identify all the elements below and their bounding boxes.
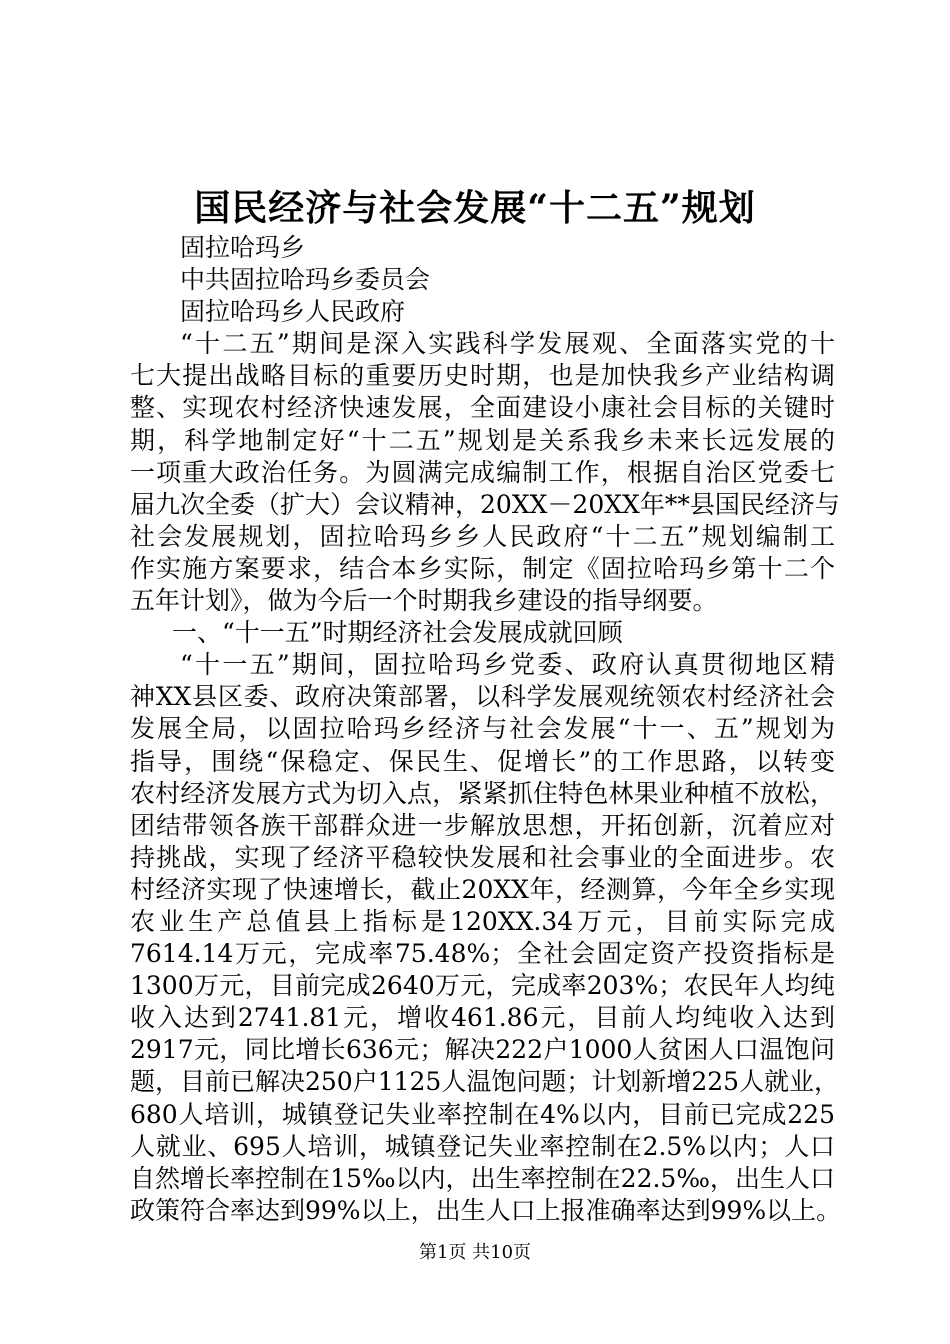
paragraph-line: 整、实现农村经济快速发展，全面建设小康社会目标的关键时 <box>130 393 835 423</box>
paragraph-line: 题，目前已解决250户1125人温饱问题；计划新增225人就业， <box>130 1067 840 1097</box>
paragraph-line: 社会发展规划，固拉哈玛乡乡人民政府“十二五”规划编制工 <box>130 521 835 551</box>
paragraph-line: 一项重大政治任务。为圆满完成编制工作，根据自治区党委七 <box>130 457 835 487</box>
paragraph-line: 神XX县区委、政府决策部署，以科学发展观统领农村经济社会 <box>130 682 835 712</box>
paragraph-line: 届九次全委（扩大）会议精神，20XX－20XX年**县国民经济与 <box>130 489 840 519</box>
paragraph-line: 五年计划》，做为今后一个时期我乡建设的指导纲要。 <box>130 586 718 616</box>
paragraph-line: 收入达到2741.81元，增收461.86元，目前人均纯收入达到 <box>130 1003 835 1033</box>
paragraph-line: “十二五”期间是深入实践科学发展观、全面落实党的十 <box>180 329 835 359</box>
paragraph-line: 指导，围绕“保稳定、保民生、促增长”的工作思路，以转变 <box>130 746 835 776</box>
document-title: 国民经济与社会发展“十二五”规划 <box>194 187 756 229</box>
paragraph-line: 持挑战，实现了经济平稳较快发展和社会事业的全面进步。农 <box>130 842 835 872</box>
paragraph-line: 农业生产总值县上指标是120XX.34万元，目前实际完成 <box>130 906 835 936</box>
paragraph-line: 政策符合率达到99%以上，出生人口上报准确率达到99%以上。 <box>130 1195 842 1225</box>
paragraph-line: 7614.14万元，完成率75.48%；全社会固定资产投资指标是 <box>130 939 835 969</box>
intro-paragraph <box>130 328 840 617</box>
paragraph-line: 680人培训，城镇登记失业率控制在4%以内，目前已完成225 <box>130 1099 835 1129</box>
paragraph-line: 作实施方案要求，结合本乡实际，制定《固拉哈玛乡第十二个 <box>130 553 835 583</box>
document-body <box>130 232 842 1227</box>
paragraph-line: 发展全局，以固拉哈玛乡经济与社会发展“十一、五”规划为 <box>130 714 835 744</box>
paragraph-line: 村经济实现了快速增长，截止20XX年，经测算，今年全乡实现 <box>130 874 835 904</box>
township-name: 固拉哈玛乡 <box>180 233 306 262</box>
party-committee-name: 中共固拉哈玛乡委员会 <box>180 265 431 295</box>
government-name: 固拉哈玛乡人民政府 <box>180 297 406 327</box>
paragraph-line: 七大提出战略目标的重要历史时期，也是加快我乡产业结构调 <box>130 361 835 391</box>
section-paragraph <box>130 649 842 1227</box>
section-heading: 一、“十一五”时期经济社会发展成就回顾 <box>172 618 623 648</box>
page-number-footer: 第1页 共10页 <box>418 1242 532 1263</box>
paragraph-line: 2917元，同比增长636元；解决222户1000人贫困人口温饱问 <box>130 1035 835 1065</box>
paragraph-line: “十一五”期间，固拉哈玛乡党委、政府认真贯彻地区精 <box>180 650 835 680</box>
paragraph-line: 农村经济发展方式为切入点，紧紧抓住特色林果业种植不放松， <box>130 778 835 808</box>
paragraph-line: 人就业、695人培训，城镇登记失业率控制在2.5%以内；人口 <box>130 1131 835 1161</box>
paragraph-line: 自然增长率控制在15‰以内，出生率控制在22.5‰，出生人口 <box>130 1163 835 1193</box>
paragraph-line: 团结带领各族干部群众进一步解放思想，开拓创新，沉着应对 <box>130 810 835 840</box>
paragraph-line: 期，科学地制定好“十二五”规划是关系我乡未来长远发展的 <box>130 425 835 455</box>
paragraph-line: 1300万元，目前完成2640万元，完成率203%；农民年人均纯 <box>130 971 835 1001</box>
